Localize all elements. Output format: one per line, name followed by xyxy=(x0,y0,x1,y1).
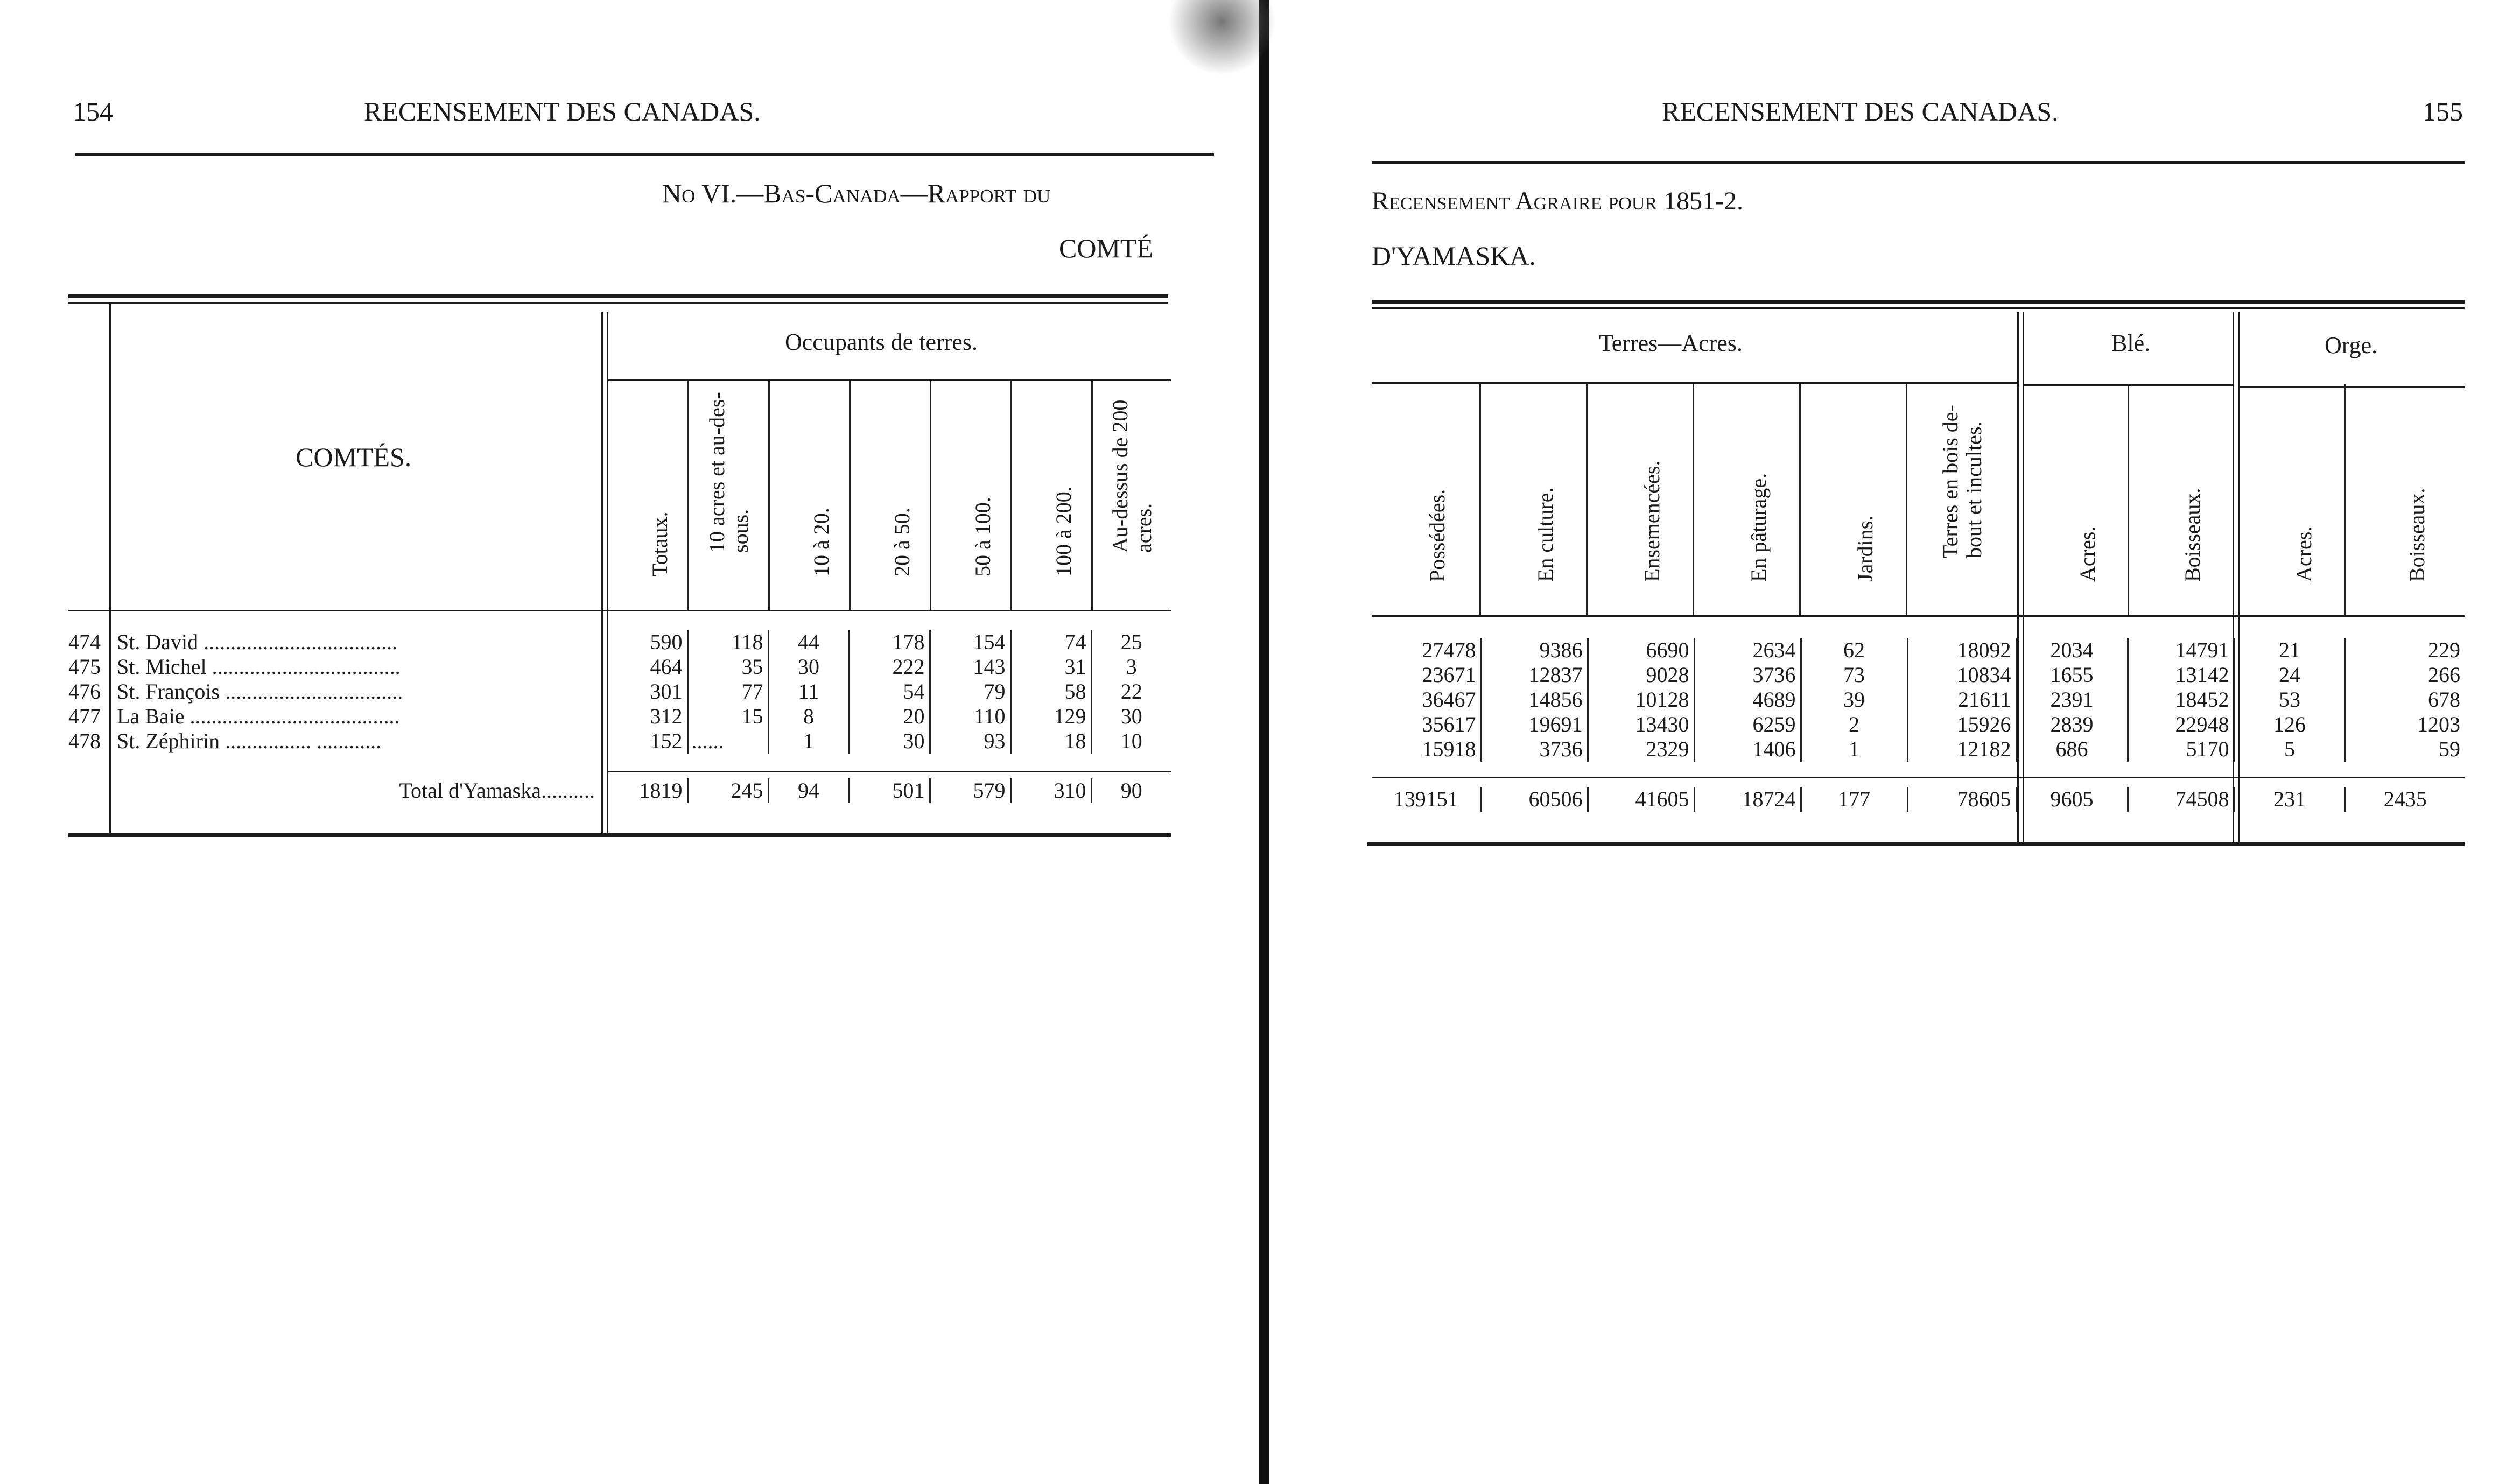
running-head-left: RECENSEMENT DES CANADAS. xyxy=(364,96,761,126)
cell: 12837 xyxy=(1481,663,1588,687)
left-header-bottom-rule xyxy=(68,610,1171,611)
cell: 13142 xyxy=(2128,663,2234,687)
page-number-right: 155 xyxy=(2423,96,2463,126)
table-top-rule-left-2 xyxy=(68,302,1168,304)
cell: 3736 xyxy=(1694,663,1801,687)
section-title-right-text: Recensement Agraire pour xyxy=(1372,187,1658,215)
cell: 62 xyxy=(1801,638,1907,663)
cell: 1203 xyxy=(2417,712,2460,736)
colhead-50-100-label: 50 à 100. xyxy=(970,497,995,576)
colhead-orge-boisseaux xyxy=(2346,384,2465,615)
cell: 686 xyxy=(2016,737,2128,762)
cell: 22948 xyxy=(2128,712,2234,737)
cell: ...... xyxy=(687,729,768,754)
colhead-ble-acres-label: Acres. xyxy=(2075,526,2100,582)
cell: 18 xyxy=(1010,729,1091,754)
cell: 5 xyxy=(2234,737,2345,762)
cell: 126 xyxy=(2234,712,2345,737)
total-cell: 1819 xyxy=(607,778,687,803)
cell: 222 xyxy=(849,655,930,679)
cell: 1 xyxy=(1801,737,1907,762)
cell: 10 xyxy=(1120,729,1142,753)
cell: 44 xyxy=(768,630,849,655)
total-cell: 2435 xyxy=(2383,787,2427,811)
head-rule-right xyxy=(1372,161,2465,164)
comte-heading: COMTÉ xyxy=(1059,233,1153,263)
row-number: 477 xyxy=(68,704,101,728)
colhead-possedees xyxy=(1372,384,1481,615)
row-number: 474 xyxy=(68,630,101,654)
colhead-10-20 xyxy=(770,381,851,610)
cell: 6259 xyxy=(1694,712,1801,737)
county-name-text: La Baie xyxy=(117,704,185,728)
county-name: St. Michel ................................... xyxy=(117,655,401,679)
cell: 11 xyxy=(768,679,849,704)
cell: 464 xyxy=(607,655,687,679)
county-name-text: St. Michel xyxy=(117,655,207,679)
left-vrule-index xyxy=(109,304,111,834)
cell: 2329 xyxy=(1588,737,1694,762)
table-row xyxy=(68,655,1171,679)
left-total-rule xyxy=(608,771,1171,772)
cell: 24 xyxy=(2234,663,2345,687)
row-number: 475 xyxy=(68,655,101,679)
colhead-10-acres-label: 10 acres et au-des- sous. xyxy=(704,392,753,553)
cell: 25 xyxy=(1120,630,1142,654)
cell: 154 xyxy=(930,630,1010,655)
colhead-orge-acres-label: Acres. xyxy=(2291,526,2316,582)
cell: 678 xyxy=(2428,687,2460,712)
cell: 21611 xyxy=(1907,687,2016,712)
total-cell: 90 xyxy=(1120,778,1142,803)
table-row xyxy=(1372,663,2465,687)
cell: 1406 xyxy=(1694,737,1801,762)
right-data-table xyxy=(1372,638,2465,762)
book-gutter xyxy=(1259,0,1269,1484)
cell: 312 xyxy=(607,704,687,729)
cell: 3736 xyxy=(1481,737,1588,762)
cell: 2391 xyxy=(2016,687,2128,712)
cell: 79 xyxy=(930,679,1010,704)
colhead-20-50-label: 20 à 50. xyxy=(889,508,914,576)
table-top-rule-right-2 xyxy=(1372,307,2465,309)
total-cell: 74508 xyxy=(2128,787,2234,812)
colhead-au-dessus-label: Au-dessus de 200 acres. xyxy=(1107,399,1156,553)
total-cell: 177 xyxy=(1801,787,1907,812)
colhead-100-200-label: 100 à 200. xyxy=(1051,486,1076,576)
total-row xyxy=(1372,787,2465,812)
cell: 15926 xyxy=(1907,712,2016,737)
colhead-50-100 xyxy=(931,381,1012,610)
county-name: La Baie ....................................... xyxy=(117,704,400,728)
colhead-10-20-label: 10 à 20. xyxy=(809,508,833,576)
cell: 2634 xyxy=(1694,638,1801,663)
cell: 35 xyxy=(687,655,768,679)
total-row xyxy=(68,778,1171,803)
cell: 58 xyxy=(1010,679,1091,704)
cell: 3 xyxy=(1126,655,1137,679)
county-name: St. David .................................... xyxy=(117,630,398,654)
cell: 36467 xyxy=(1372,687,1481,712)
section-title-text: No VI.—Bas-Canada—Rapport du xyxy=(662,178,1051,208)
cell: 12182 xyxy=(1907,737,2016,762)
cell: 73 xyxy=(1801,663,1907,687)
cell: 21 xyxy=(2234,638,2345,663)
table-row xyxy=(68,704,1171,729)
cell: 2 xyxy=(1801,712,1907,737)
page-number-left: 154 xyxy=(73,96,113,126)
cell: 1 xyxy=(768,729,849,754)
cell: 74 xyxy=(1010,630,1091,655)
cell: 59 xyxy=(2439,737,2460,761)
colhead-orge-acres xyxy=(2240,384,2346,615)
total-cell: 60506 xyxy=(1481,787,1588,812)
total-cell: 78605 xyxy=(1907,787,2016,812)
cell: 27478 xyxy=(1372,638,1481,663)
section-title-right-year: 1851-2. xyxy=(1663,187,1744,215)
cell: 18452 xyxy=(2128,687,2234,712)
colhead-en-paturage-label: En pâturage. xyxy=(1746,473,1771,582)
cell: 5170 xyxy=(2128,737,2234,762)
cell: 10128 xyxy=(1588,687,1694,712)
colhead-en-culture xyxy=(1481,384,1588,615)
cell: 30 xyxy=(1120,704,1142,728)
colhead-ble-boisseaux xyxy=(2129,384,2233,615)
left-total-table xyxy=(68,778,1171,803)
cell: 9028 xyxy=(1588,663,1694,687)
table-row xyxy=(1372,638,2465,663)
colhead-20-50 xyxy=(851,381,931,610)
colhead-en-culture-label: En culture. xyxy=(1533,487,1557,582)
row-number: 476 xyxy=(68,679,101,704)
total-cell: 18724 xyxy=(1694,787,1801,812)
total-cell: 231 xyxy=(2234,787,2345,812)
right-header-bottom-rule xyxy=(1372,615,2465,617)
cell: 31 xyxy=(1010,655,1091,679)
total-cell: 9605 xyxy=(2016,787,2128,812)
colhead-orge-boisseaux-label: Boisseaux. xyxy=(2405,488,2429,582)
cell: 15 xyxy=(687,704,768,729)
cell: 13430 xyxy=(1588,712,1694,737)
left-bottom-rule xyxy=(68,833,1171,837)
county-name-text: St. Zéphirin xyxy=(117,729,220,753)
cell: 229 xyxy=(2428,638,2460,662)
right-total-table xyxy=(1372,787,2465,812)
colhead-ensemencees xyxy=(1588,384,1694,615)
cell: 39 xyxy=(1801,687,1907,712)
county-name: St. François ................................. xyxy=(117,679,403,704)
cell: 8 xyxy=(768,704,849,729)
county-heading-right: D'YAMASKA. xyxy=(1372,241,1536,271)
county-name: St. Zéphirin ................ ............ xyxy=(117,729,382,753)
total-cell: 579 xyxy=(930,778,1010,803)
colhead-ensemencees-label: Ensemencées. xyxy=(1639,460,1664,582)
cell: 14856 xyxy=(1481,687,1588,712)
comtes-header: COMTÉS. xyxy=(296,442,412,472)
total-label: Total d'Yamaska.......... xyxy=(399,778,595,803)
cell: 590 xyxy=(607,630,687,655)
table-row xyxy=(1372,712,2465,737)
cell: 20 xyxy=(849,704,930,729)
cell: 301 xyxy=(607,679,687,704)
group-terres-header: Terres—Acres. xyxy=(1599,330,1743,356)
colhead-jardins xyxy=(1801,384,1907,615)
cell: 93 xyxy=(930,729,1010,754)
cell: 14791 xyxy=(2128,638,2234,663)
group-ble-header: Blé. xyxy=(2111,330,2151,356)
cell: 266 xyxy=(2428,663,2460,687)
cell: 23671 xyxy=(1372,663,1481,687)
colhead-100-200 xyxy=(1012,381,1093,610)
total-cell: 139151 xyxy=(1372,787,1481,812)
section-title-left xyxy=(662,178,1050,209)
left-data-table xyxy=(68,630,1171,754)
left-column-headers xyxy=(608,381,1171,610)
right-column-headers xyxy=(1372,384,2465,615)
colhead-terres-bois xyxy=(1907,384,2017,615)
cell: 22 xyxy=(1120,679,1142,704)
cell: 118 xyxy=(687,630,768,655)
table-row xyxy=(1372,737,2465,762)
table-row xyxy=(68,679,1171,704)
cell: 2839 xyxy=(2016,712,2128,737)
cell: 6690 xyxy=(1588,638,1694,663)
cell: 35617 xyxy=(1372,712,1481,737)
colhead-10-acres xyxy=(689,381,770,610)
total-cell: 501 xyxy=(849,778,930,803)
colhead-ble-boisseaux-label: Boisseaux. xyxy=(2180,488,2205,582)
total-cell: 245 xyxy=(687,778,768,803)
colhead-possedees-label: Possédées. xyxy=(1425,489,1449,582)
cell: 2034 xyxy=(2016,638,2128,663)
occupants-header: Occupants de terres. xyxy=(785,329,978,355)
row-number: 478 xyxy=(68,729,101,753)
colhead-jardins-label: Jardins. xyxy=(1852,515,1877,582)
colhead-ble-acres xyxy=(2024,384,2129,615)
head-rule-left xyxy=(75,153,1214,156)
total-cell: 41605 xyxy=(1588,787,1694,812)
cell: 77 xyxy=(687,679,768,704)
cell: 18092 xyxy=(1907,638,2016,663)
colhead-totaux xyxy=(608,381,689,610)
county-name-text: St. David xyxy=(117,630,199,654)
cell: 30 xyxy=(849,729,930,754)
cell: 30 xyxy=(768,655,849,679)
total-cell: 94 xyxy=(768,778,849,803)
colhead-au-dessus xyxy=(1093,381,1171,610)
section-title-right xyxy=(1372,186,1743,216)
cell: 178 xyxy=(849,630,930,655)
cell: 152 xyxy=(607,729,687,754)
cell: 1655 xyxy=(2016,663,2128,687)
table-row xyxy=(1372,687,2465,712)
cell: 54 xyxy=(849,679,930,704)
cell: 10834 xyxy=(1907,663,2016,687)
table-top-rule-left xyxy=(68,294,1168,298)
group-orge-header: Orge. xyxy=(2325,332,2378,358)
right-bottom-rule xyxy=(1367,842,2465,846)
colhead-terres-bois-label: Terres en bois de- bout et incultes. xyxy=(1938,405,1986,558)
cell: 53 xyxy=(2234,687,2345,712)
colhead-en-paturage xyxy=(1694,384,1801,615)
county-name-text: St. François xyxy=(117,679,220,704)
colhead-totaux-label: Totaux. xyxy=(647,511,672,576)
cell: 143 xyxy=(930,655,1010,679)
table-row xyxy=(68,729,1171,754)
cell: 4689 xyxy=(1694,687,1801,712)
table-top-rule-right xyxy=(1372,300,2465,304)
cell: 15918 xyxy=(1372,737,1481,762)
cell: 129 xyxy=(1010,704,1091,729)
cell: 9386 xyxy=(1481,638,1588,663)
total-cell: 310 xyxy=(1010,778,1091,803)
cell: 19691 xyxy=(1481,712,1588,737)
right-total-rule xyxy=(1372,777,2465,778)
running-head-right: RECENSEMENT DES CANADAS. xyxy=(1662,96,2059,126)
cell: 110 xyxy=(930,704,1010,729)
left-vrule-names-a xyxy=(601,312,603,834)
table-row xyxy=(68,630,1171,655)
